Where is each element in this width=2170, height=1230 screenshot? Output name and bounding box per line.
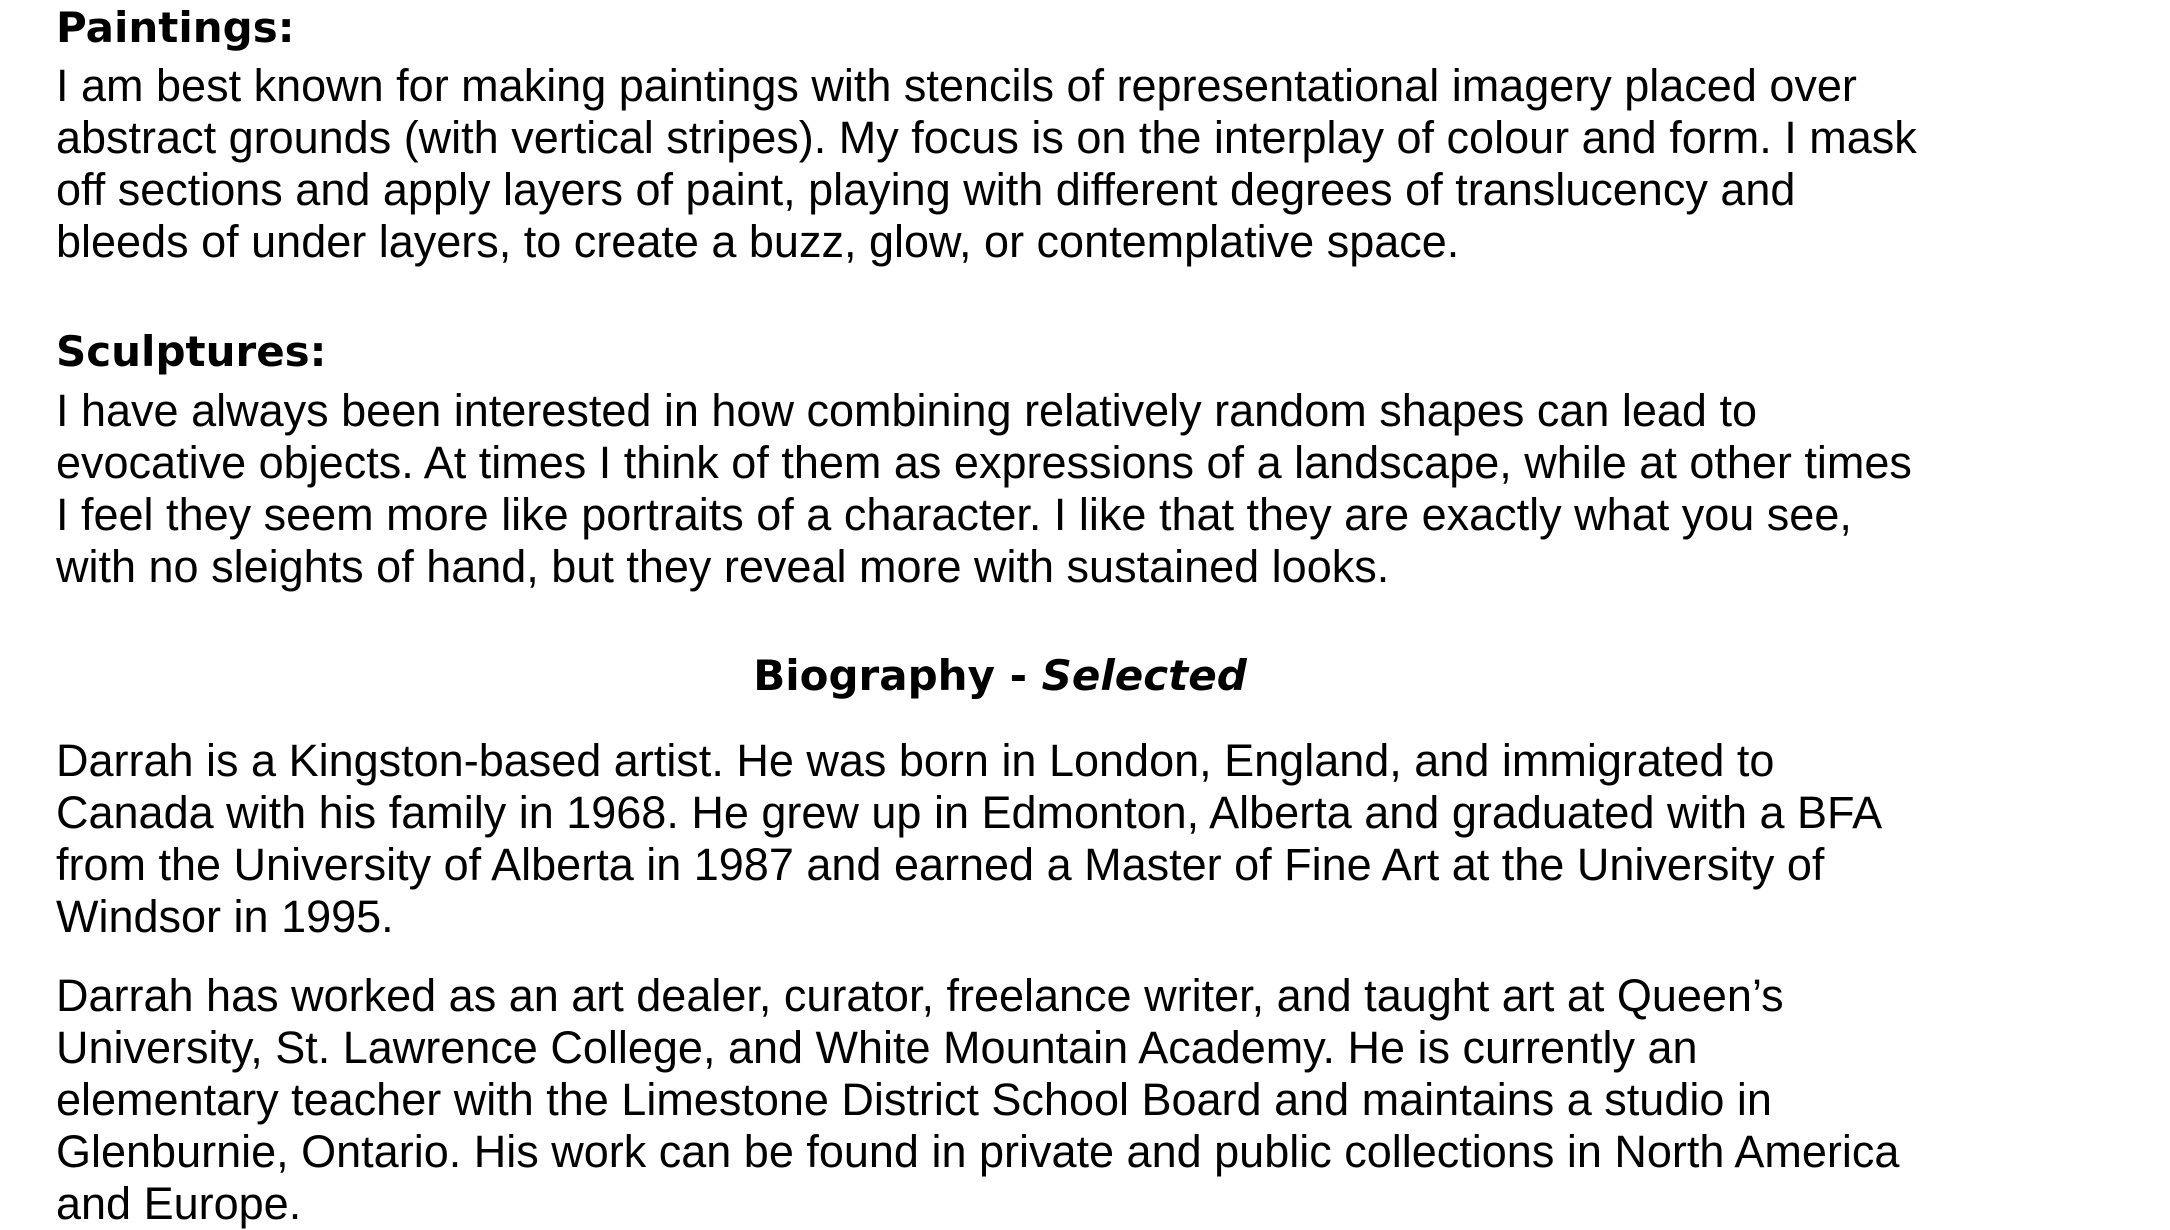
sculptures-line: with no sleights of hand, but they reveal more with sustained looks. xyxy=(56,541,1390,592)
biography-line: Windsor in 1995. xyxy=(56,891,394,942)
biography-line: Darrah is a Kingston-based artist. He was born in London, England, and immigrated to xyxy=(56,735,1775,786)
biography-heading-emphasis: Selected xyxy=(1041,651,1247,700)
biography-line: elementary teacher with the Limestone District School Board and maintains a studio in xyxy=(56,1074,1772,1125)
biography-line: Darrah has worked as an art dealer, curator, freelance writer, and taught art at Queen’s xyxy=(56,970,1784,1021)
biography-line: from the University of Alberta in 1987 and earned a Master of Fine Art at the University of xyxy=(56,839,1825,890)
biography-line: Canada with his family in 1968. He grew up in Edmonton, Alberta and graduated with a BFA xyxy=(56,787,1883,838)
paintings-line: off sections and apply layers of paint, playing with different degrees of translucency and xyxy=(56,164,1796,215)
biography-heading-main: Biography - xyxy=(753,651,1042,700)
sculptures-line: I feel they seem more like portraits of a character. I like that they are exactly what you see, xyxy=(56,489,1852,540)
biography-line: and Europe. xyxy=(56,1178,302,1229)
biography-line: University, St. Lawrence College, and White Mountain Academy. He is currently an xyxy=(56,1022,1698,1073)
paintings-line: abstract grounds (with vertical stripes). My focus is on the interplay of colour and form. I mask xyxy=(56,112,1917,163)
paintings-line: bleeds of under layers, to create a buzz, glow, or contemplative space. xyxy=(56,216,1460,267)
paintings-heading: Paintings: xyxy=(56,3,295,52)
sculptures-line: evocative objects. At times I think of them as expressions of a landscape, while at other times xyxy=(56,437,1912,488)
biography-line: Glenburnie, Ontario. His work can be found in private and public collections in North America xyxy=(56,1126,1900,1177)
biography-paragraph-1 xyxy=(56,735,1882,943)
sculptures-paragraph xyxy=(56,385,1912,593)
paintings-line: I am best known for making paintings with stencils of representational imagery placed over xyxy=(56,60,1857,111)
sculptures-heading: Sculptures: xyxy=(56,327,327,376)
sculptures-line: I have always been interested in how combining relatively random shapes can lead to xyxy=(56,385,1757,436)
paintings-paragraph xyxy=(56,60,1917,268)
biography-heading xyxy=(56,652,1944,700)
biography-paragraph-2 xyxy=(56,970,1899,1230)
